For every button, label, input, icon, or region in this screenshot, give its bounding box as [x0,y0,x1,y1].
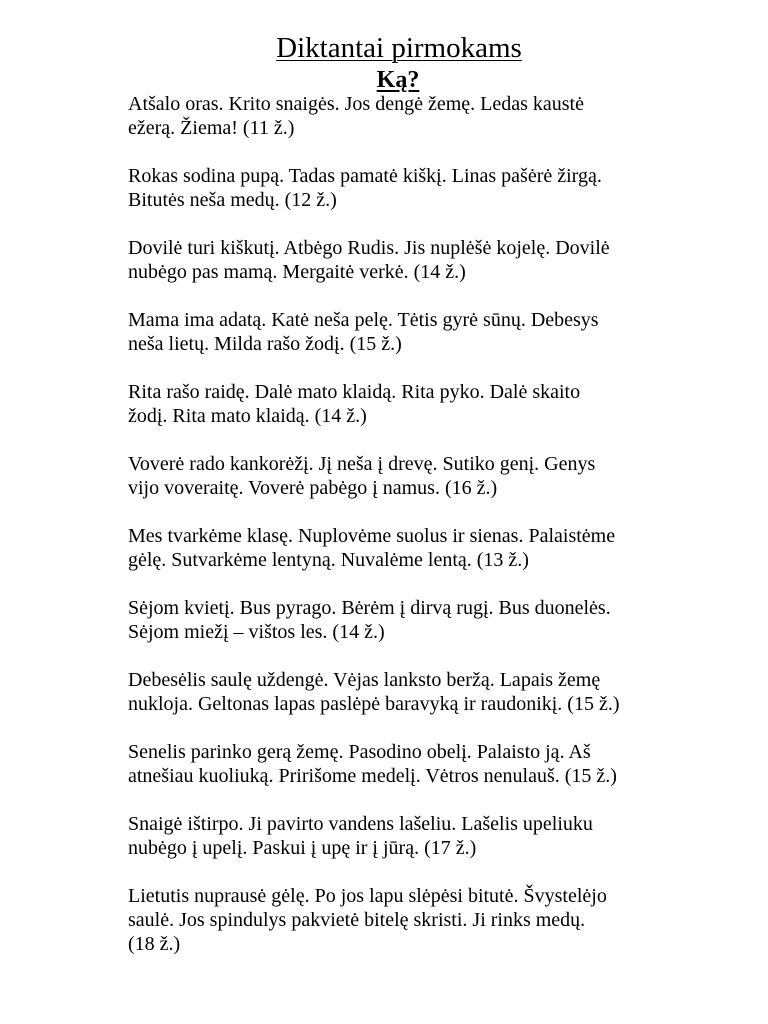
document-title: Diktantai pirmokams [276,32,522,64]
paragraph-line: Dovilė turi kiškutį. Atbėgo Rudis. Jis nuplėšė kojelę. Dovilė [128,237,610,259]
dictation-paragraph [128,164,748,212]
dictation-paragraph [128,740,748,788]
dictation-paragraph [128,452,748,500]
dictation-paragraph [128,812,748,860]
dictation-paragraph [128,668,748,716]
paragraph-line: Debesėlis saulę uždengė. Vėjas lanksto beržą. Lapais žemę [128,669,601,691]
paragraph-line: Bitutės neša medų. (12 ž.) [128,189,337,211]
dictation-paragraph [128,596,748,644]
paragraph-line: Senelis parinko gerą žemę. Pasodino obelį. Palaisto ją. Aš [128,741,591,763]
dictation-paragraph [128,308,748,356]
paragraph-line: Rita rašo raidę. Dalė mato klaidą. Rita pyko. Dalė skaito [128,381,581,403]
paragraph-line: Atšalo oras. Krito snaigės. Jos dengė žemę. Ledas kaustė [128,93,584,115]
paragraph-line: žodį. Rita mato klaidą. (14 ž.) [128,405,367,427]
paragraph-line: Mama ima adatą. Katė neša pelę. Tėtis gyrė sūnų. Debesys [128,309,599,331]
paragraph-line: (18 ž.) [128,933,181,955]
paragraph-line: Sėjom kvietį. Bus pyrago. Bėrėm į dirvą rugį. Bus duonelės. [128,597,611,619]
paragraph-line: neša lietų. Milda rašo žodį. (15 ž.) [128,333,402,355]
paragraph-line: Sėjom miežį – vištos les. (14 ž.) [128,621,385,643]
paragraph-line: nukloja. Geltonas lapas paslėpė baravyką ir raudonikį. (15 ž.) [128,693,620,715]
paragraph-line: ežerą. Žiema! (11 ž.) [128,117,295,139]
paragraph-line: Lietutis nuprausė gėlę. Po jos lapu slėpėsi bitutė. Švystelėjo [128,885,607,907]
paragraph-line: Mes tvarkėme klasę. Nuplovėme suolus ir sienas. Palaistėme [128,525,616,547]
paragraph-line: atnešiau kuoliuką. Pririšome medelį. Vėtros nenulauš. (15 ž.) [128,765,617,787]
paragraph-line: Voverė rado kankorėžį. Jį neša į drevę. Sutiko genį. Genys [128,453,596,475]
dictation-paragraph [128,380,748,428]
dictation-paragraph [128,884,748,956]
paragraph-line: saulė. Jos spindulys pakvietė bitelę skristi. Ji rinks medų. [128,909,586,931]
dictation-paragraph [128,524,748,572]
dictation-paragraph [128,92,748,140]
document-subtitle: Ką? [376,67,420,93]
paragraph-line: vijo voveraitę. Voverė pabėgo į namus. (16 ž.) [128,477,498,499]
dictation-list [128,92,748,980]
paragraph-line: nubėgo pas mamą. Mergaitė verkė. (14 ž.) [128,261,466,283]
paragraph-line: nubėgo į upelį. Paskui į upę ir į jūrą. (17 ž.) [128,837,477,859]
dictation-paragraph [128,236,748,284]
paragraph-line: Snaigė ištirpo. Ji pavirto vandens lašeliu. Lašelis upeliuku [128,813,593,835]
paragraph-line: gėlę. Sutvarkėme lentyną. Nuvalėme lentą. (13 ž.) [128,549,529,571]
paragraph-line: Rokas sodina pupą. Tadas pamatė kiškį. Linas pašėrė žirgą. [128,165,602,187]
